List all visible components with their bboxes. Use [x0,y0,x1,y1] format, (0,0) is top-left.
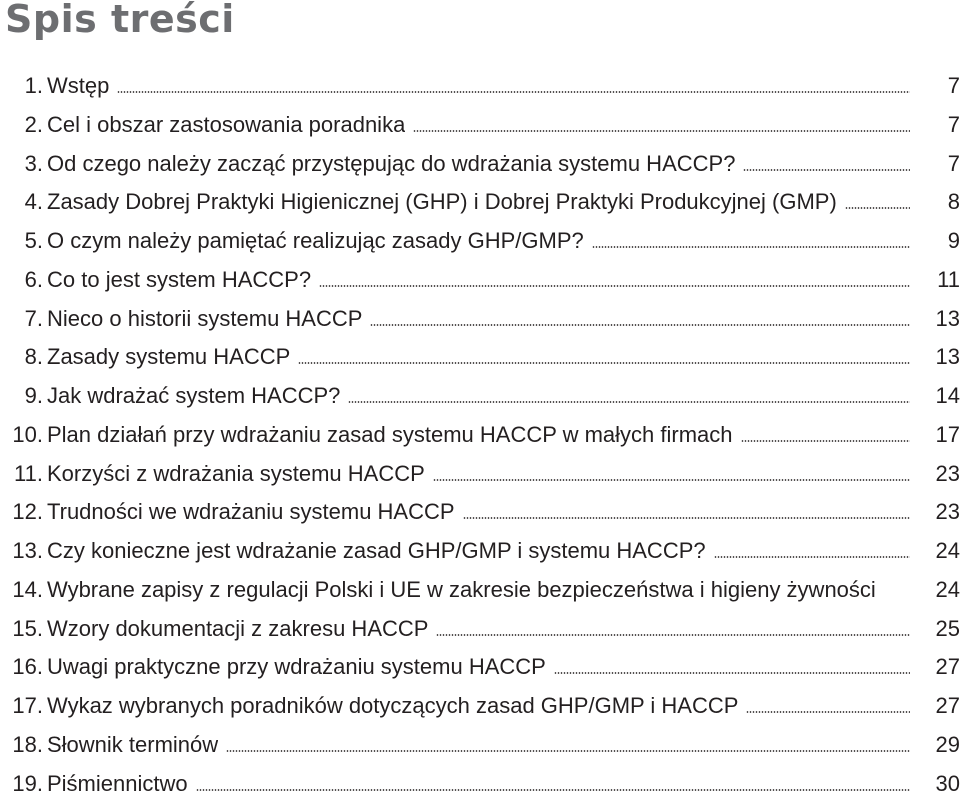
dot-leader [743,169,910,171]
dot-leader [884,595,910,597]
toc-entry-page-number: 7 [920,106,960,145]
toc-entry-page-number: 27 [920,687,960,726]
dot-leader [413,130,910,132]
toc-entry-title: Od czego należy zacząć przystępując do wdrażania systemu HACCP? [47,145,735,184]
toc-entry-title: Słownik terminów [47,726,218,765]
dot-leader [117,91,910,93]
dot-leader [433,479,910,481]
toc-entry-page-number: 30 [920,765,960,803]
dot-leader [746,711,910,713]
toc-entry-number: 5. [0,222,47,261]
toc-entry[interactable] [0,610,960,649]
dot-leader [436,634,910,636]
dot-leader [298,362,910,364]
toc-entry-number: 12. [0,493,47,532]
toc-entry-page-number: 24 [920,571,960,610]
toc-entry-title: Cel i obszar zastosowania poradnika [47,106,405,145]
toc-entry-number: 2. [0,106,47,145]
toc-entry-page-number: 27 [920,648,960,687]
toc-entry[interactable] [0,222,960,261]
toc-entry-page-number: 8 [920,183,960,222]
toc-entry-number: 1. [0,67,47,106]
toc-entry[interactable] [0,455,960,494]
toc-entry-title: Plan działań przy wdrażaniu zasad systemu HACCP w małych firmach [47,416,733,455]
toc-entry-title: Uwagi praktyczne przy wdrażaniu systemu HACCP [47,648,546,687]
page-title: Spis treści [5,0,235,42]
toc-entry[interactable] [0,183,960,222]
toc-entry-number: 7. [0,300,47,339]
toc-entry-number: 17. [0,687,47,726]
dot-leader [714,556,910,558]
toc-entry-number: 3. [0,145,47,184]
toc-entry-page-number: 13 [920,338,960,377]
toc-entry-title: Wstęp [47,67,109,106]
toc-entry-number: 10. [0,416,47,455]
dot-leader [592,246,910,248]
toc-entry[interactable] [0,648,960,687]
toc-entry-title: Zasady systemu HACCP [47,338,290,377]
toc-entry[interactable] [0,377,960,416]
dot-leader [845,207,910,209]
toc-entry-page-number: 23 [920,493,960,532]
toc-entry[interactable] [0,493,960,532]
toc-entry[interactable] [0,300,960,339]
toc-entry-title: O czym należy pamiętać realizując zasady GHP/GMP? [47,222,584,261]
toc-entry-page-number: 13 [920,300,960,339]
toc-entry-title: Korzyści z wdrażania systemu HACCP [47,455,425,494]
table-of-contents [0,67,960,803]
dot-leader [319,285,910,287]
toc-entry-page-number: 17 [920,416,960,455]
toc-entry-title: Trudności we wdrażaniu systemu HACCP [47,493,455,532]
toc-entry-page-number: 24 [920,532,960,571]
toc-entry-page-number: 29 [920,726,960,765]
toc-entry-title: Nieco o historii systemu HACCP [47,300,362,339]
toc-entry-number: 4. [0,183,47,222]
dot-leader [196,789,910,791]
toc-entry-page-number: 23 [920,455,960,494]
toc-entry[interactable] [0,726,960,765]
dot-leader [741,440,910,442]
toc-entry-page-number: 11 [920,261,960,300]
toc-entry[interactable] [0,416,960,455]
toc-entry-page-number: 7 [920,67,960,106]
toc-entry-number: 15. [0,610,47,649]
toc-entry[interactable] [0,106,960,145]
toc-entry-number: 19. [0,765,47,803]
toc-entry-title: Zasady Dobrej Praktyki Higienicznej (GHP) i Dobrej Praktyki Produkcyjnej (GMP) [47,183,837,222]
toc-entry-page-number: 7 [920,145,960,184]
toc-entry-title: Co to jest system HACCP? [47,261,311,300]
toc-entry-number: 11. [0,455,47,494]
toc-entry-title: Wybrane zapisy z regulacji Polski i UE w zakresie bezpieczeństwa i higieny żywności [47,571,876,610]
dot-leader [226,750,910,752]
toc-entry-number: 8. [0,338,47,377]
toc-entry[interactable] [0,261,960,300]
toc-entry-number: 13. [0,532,47,571]
toc-entry[interactable] [0,338,960,377]
toc-entry[interactable] [0,532,960,571]
toc-entry[interactable] [0,67,960,106]
dot-leader [370,324,910,326]
toc-entry-page-number: 14 [920,377,960,416]
toc-entry-number: 14. [0,571,47,610]
dot-leader [554,672,910,674]
toc-entry-page-number: 25 [920,610,960,649]
toc-entry-title: Jak wdrażać system HACCP? [47,377,340,416]
toc-entry-title: Wzory dokumentacji z zakresu HACCP [47,610,428,649]
toc-entry-number: 16. [0,648,47,687]
toc-entry-number: 18. [0,726,47,765]
toc-entry-title: Wykaz wybranych poradników dotyczących zasad GHP/GMP i HACCP [47,687,738,726]
toc-entry-number: 6. [0,261,47,300]
toc-entry-page-number: 9 [920,222,960,261]
toc-entry-title: Piśmiennictwo [47,765,188,803]
toc-entry[interactable] [0,145,960,184]
dot-leader [348,401,910,403]
toc-entry-title: Czy konieczne jest wdrażanie zasad GHP/GMP i systemu HACCP? [47,532,706,571]
toc-entry-number: 9. [0,377,47,416]
toc-entry[interactable] [0,687,960,726]
toc-entry[interactable] [0,765,960,803]
toc-entry[interactable] [0,571,960,610]
dot-leader [463,517,910,519]
